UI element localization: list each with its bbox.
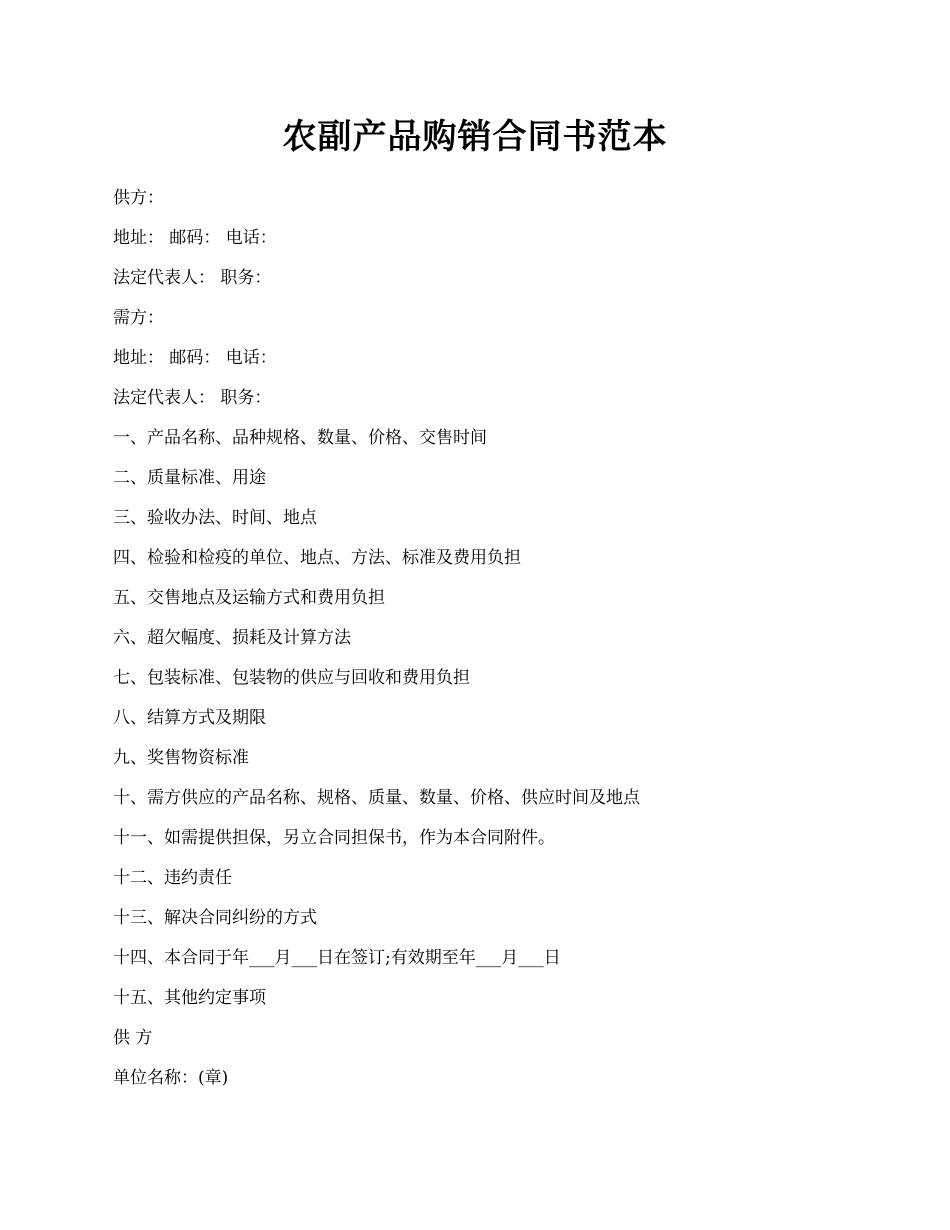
clause-7: 七、包装标准、包装物的供应与回收和费用负担: [113, 668, 470, 688]
supplier-label: 供方：: [113, 188, 164, 208]
signature-supplier-label: 供 方: [113, 1028, 153, 1048]
document-body: [113, 178, 873, 1098]
buyer-representative-line: 法定代表人： 职务：: [113, 388, 272, 408]
clause-4: 四、检验和检疫的单位、地点、方法、标准及费用负担: [113, 548, 521, 568]
clause-14: 十四、本合同于年___月___日在签订;有效期至年___月___日: [113, 948, 561, 968]
document-title: 农副产品购销合同书范本: [282, 117, 668, 157]
clause-13: 十三、解决合同纠纷的方式: [113, 908, 317, 928]
buyer-address-line: 地址： 邮码： 电话：: [113, 348, 277, 368]
supplier-address-line: 地址： 邮码： 电话：: [113, 228, 277, 248]
clause-6: 六、超欠幅度、损耗及计算方法: [113, 628, 351, 648]
supplier-representative-line: 法定代表人： 职务：: [113, 268, 272, 288]
clause-1: 一、产品名称、品种规格、数量、价格、交售时间: [113, 428, 487, 448]
clause-12: 十二、违约责任: [113, 868, 232, 888]
buyer-label: 需方：: [113, 308, 164, 328]
clause-11: 十一、如需提供担保，另立合同担保书，作为本合同附件。: [113, 828, 555, 848]
signature-unit-name: 单位名称：(章): [113, 1068, 229, 1088]
clause-2: 二、质量标准、用途: [113, 468, 266, 488]
clause-9: 九、奖售物资标准: [113, 748, 249, 768]
clause-15: 十五、其他约定事项: [113, 988, 266, 1008]
clause-10: 十、需方供应的产品名称、规格、质量、数量、价格、供应时间及地点: [113, 788, 640, 808]
clause-8: 八、结算方式及期限: [113, 708, 266, 728]
clause-3: 三、验收办法、时间、地点: [113, 508, 317, 528]
clause-5: 五、交售地点及运输方式和费用负担: [113, 588, 385, 608]
